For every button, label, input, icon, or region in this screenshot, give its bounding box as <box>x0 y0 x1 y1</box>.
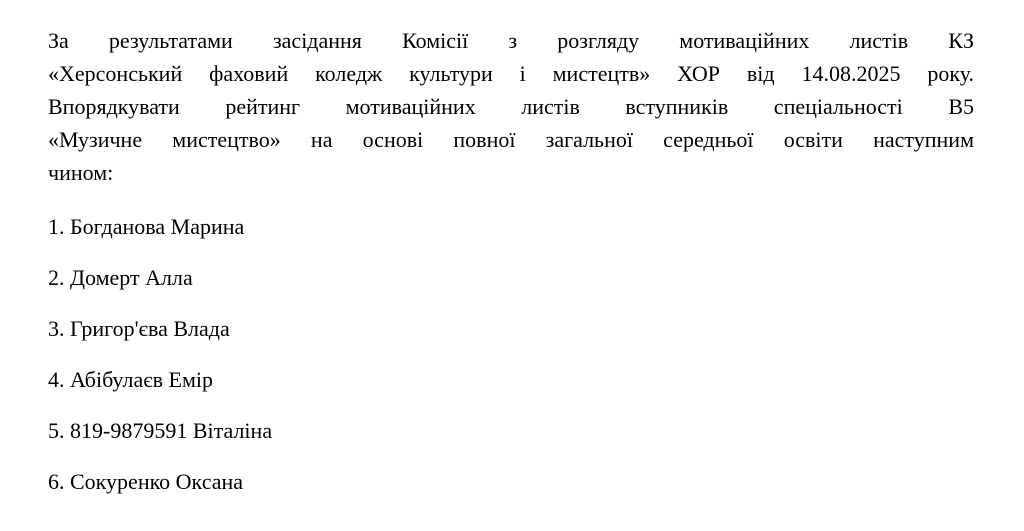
ranking-item: 2. Домерт Алла <box>48 265 193 290</box>
intro-line: «Херсонський фаховий коледж культури і мистецтв» ХОР від 14.08.2025 року. <box>48 61 974 86</box>
intro-line: чином: <box>48 160 114 185</box>
intro-line: За результатами засідання Комісії з розгляду мотиваційних листів КЗ <box>48 28 974 53</box>
intro-line: Впорядкувати рейтинг мотиваційних листів вступників спеціальності В5 <box>48 94 974 119</box>
ranking-item: 4. Абібулаєв Емір <box>48 367 214 392</box>
ranking-list <box>48 214 272 520</box>
intro-paragraph <box>48 24 974 189</box>
ranking-item: 3. Григор'єва Влада <box>48 316 230 341</box>
ranking-item: 5. 819-9879591 Віталіна <box>48 418 273 443</box>
intro-line: «Музичне мистецтво» на основі повної загальної середньої освіти наступним <box>48 127 974 152</box>
ranking-item: 1. Богданова Марина <box>48 214 245 239</box>
document-page <box>48 24 974 494</box>
ranking-item: 6. Сокуренко Оксана <box>48 469 244 494</box>
